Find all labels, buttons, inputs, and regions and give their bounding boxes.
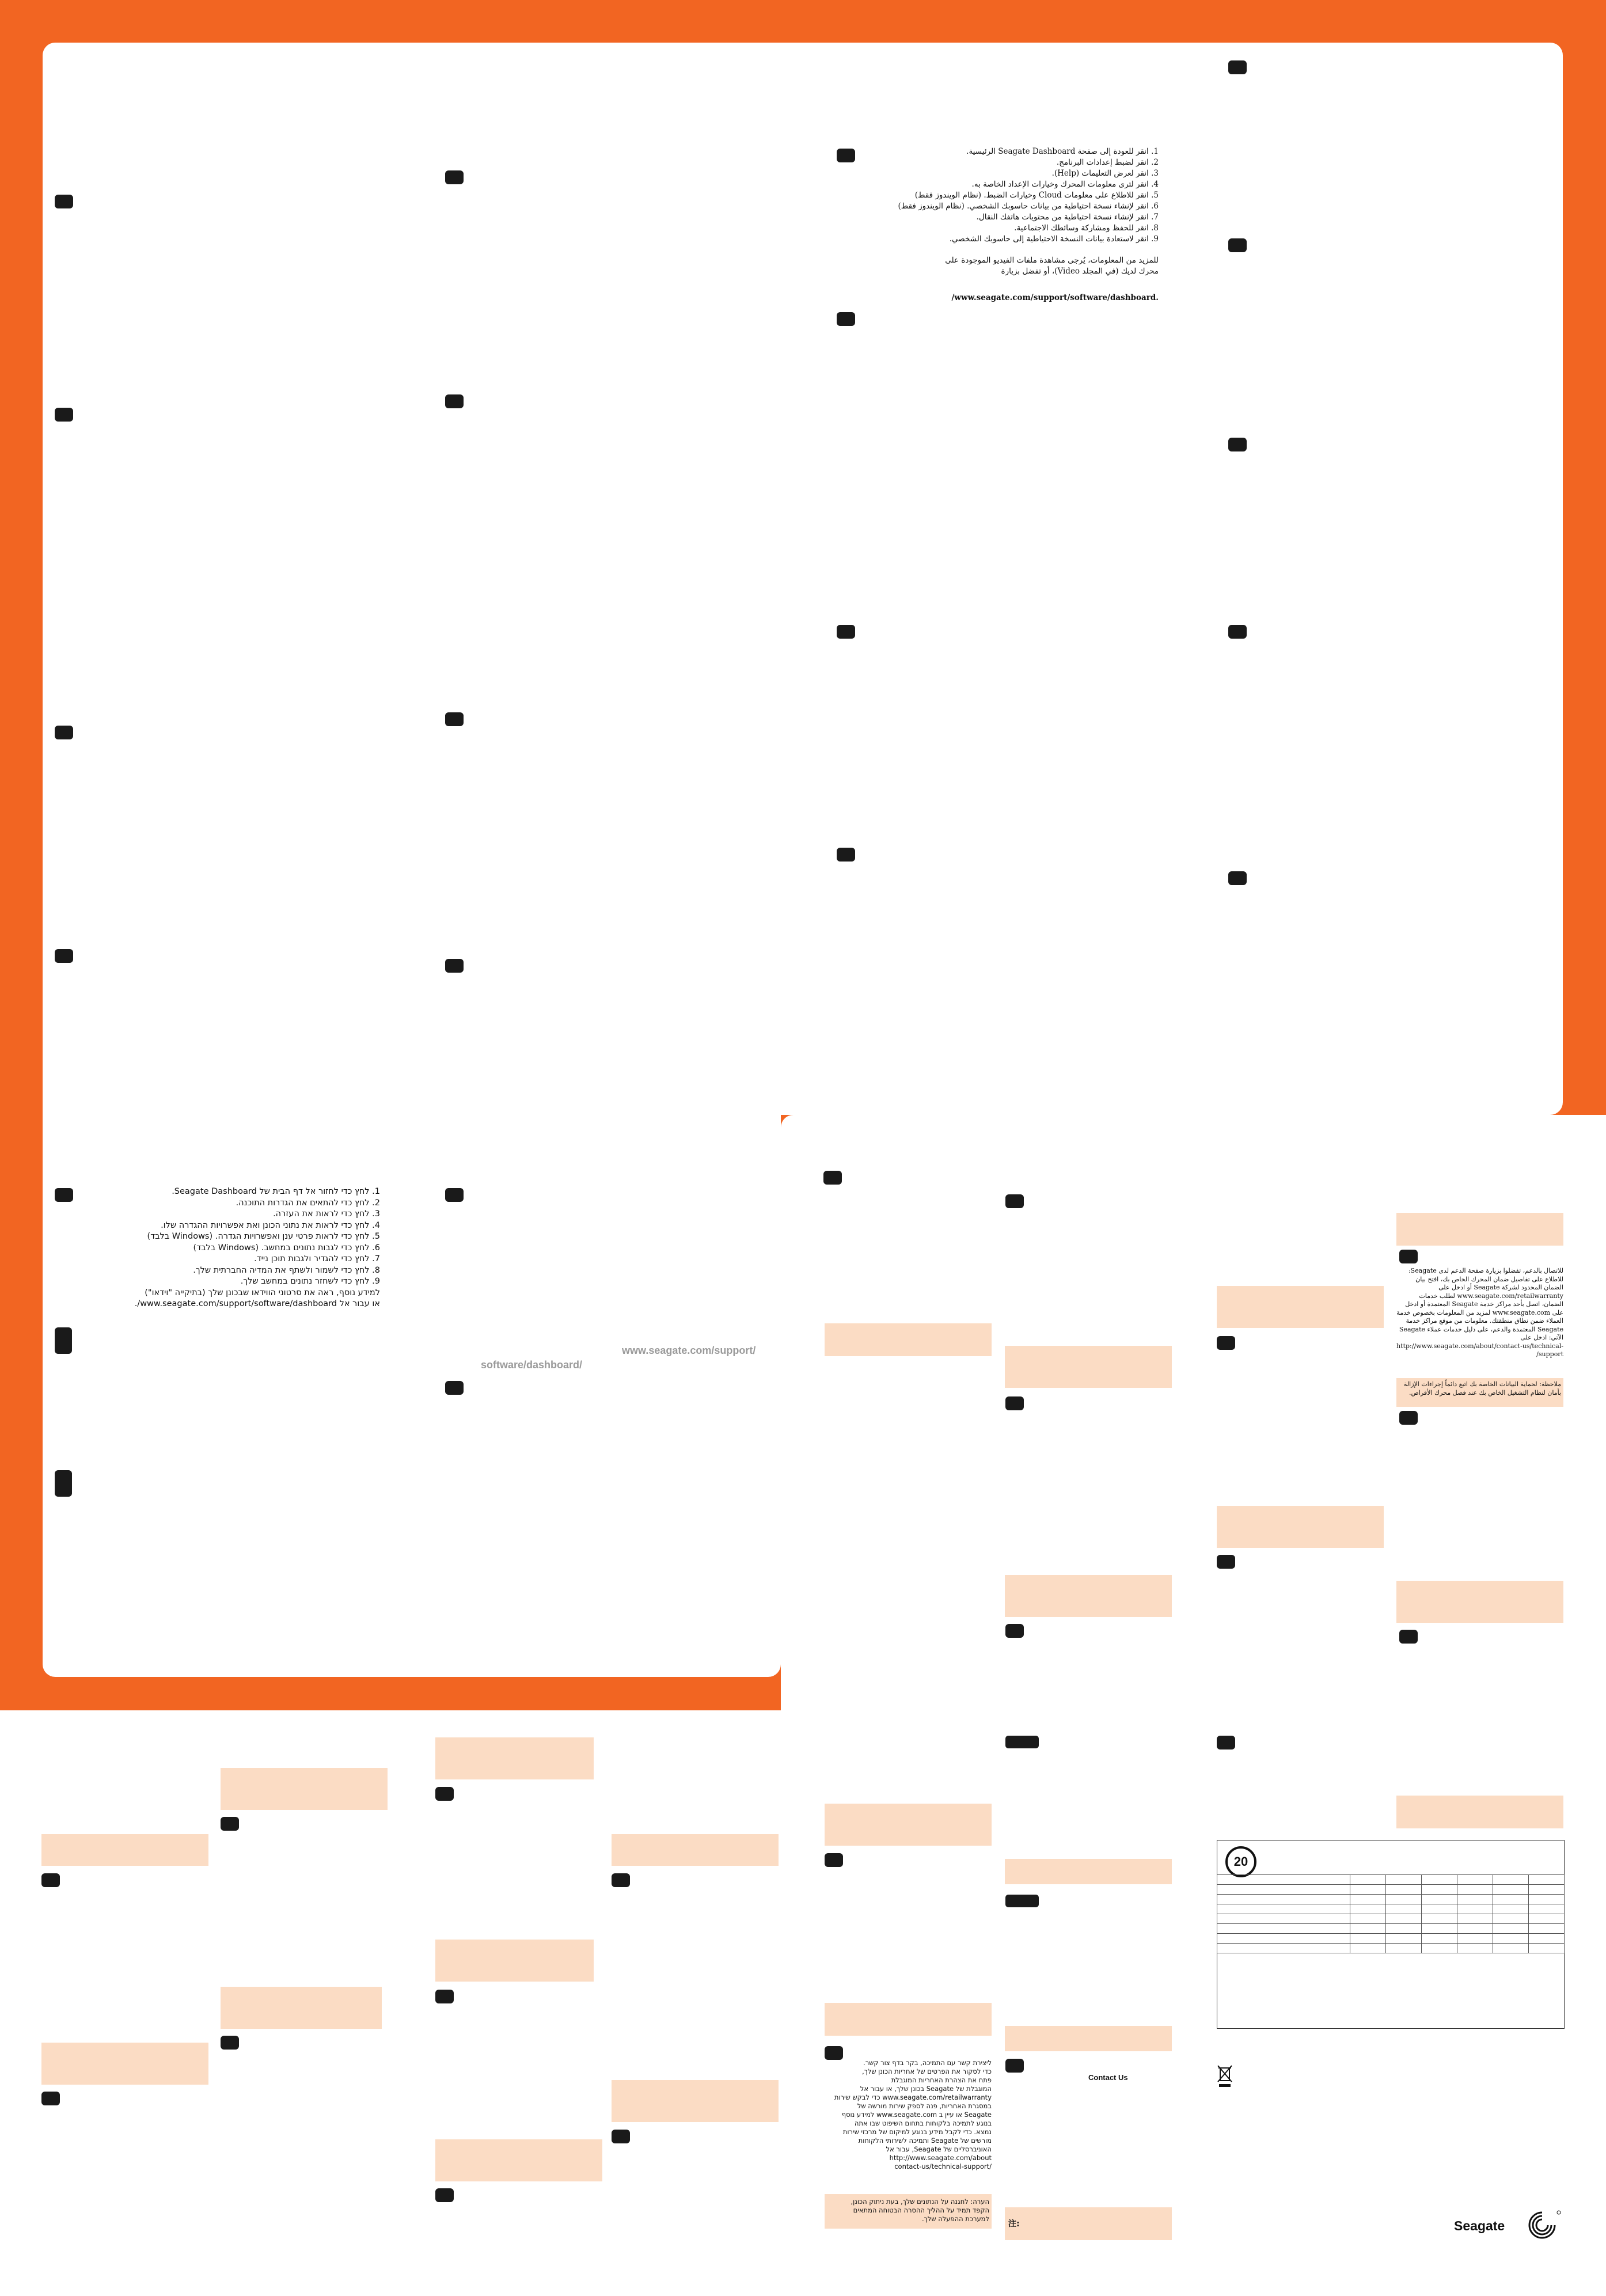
section-badge <box>445 394 464 408</box>
contact-us-label: Contact Us <box>1088 2073 1128 2082</box>
section-badge <box>1005 1736 1039 1748</box>
header-bar <box>1217 1506 1384 1548</box>
section-badge <box>435 1787 454 1801</box>
header-bar <box>612 2080 779 2122</box>
section-badge <box>1217 1336 1235 1350</box>
section-badge <box>445 959 464 973</box>
hebrew-note <box>825 2194 992 2229</box>
section-badge <box>1228 625 1247 639</box>
section-badge <box>55 1327 72 1354</box>
arabic-note-text: ملاحظة: لحماية البيانات الخاصة بك اتبع دائماً إجراءات الإزالة بأمان لنظام التشغيل الخاص بك عند فصل محرك الأقراص. <box>1403 1380 1561 1396</box>
hebrew-steps-list <box>109 1186 380 1288</box>
section-badge <box>41 1873 60 1887</box>
list-item: 2. לחץ כדי להתאים את הגדרות התוכנה. <box>236 1198 380 1208</box>
header-bar <box>1217 1286 1384 1328</box>
header-bar <box>825 1323 992 1356</box>
seagate-logo <box>1454 2206 1569 2240</box>
list-item: 5. انقر للاطلاع على معلومات Cloud وخيارات الضبط. (نظام الويندوز فقط) <box>914 191 1159 200</box>
list-item: 5. לחץ כדי לראות פרטי ענן ואפשרויות הגדרה. (Windows בלבד) <box>147 1232 380 1241</box>
rohs-table <box>1217 1874 1565 1953</box>
header-bar <box>435 2139 602 2181</box>
section-badge <box>221 1817 239 1831</box>
list-item: 7. انقر لإنشاء نسخة احتياطية من محتويات هاتفك النقال. <box>976 212 1159 222</box>
section-badge <box>837 625 855 639</box>
header-bar <box>1396 1796 1563 1828</box>
section-badge <box>837 848 855 862</box>
weee-bin-icon <box>1217 2064 1233 2088</box>
hebrew-support-text: ליצירת קשר עם התמיכה, בקר בדף צור קשר. כדי לסקור את הפרטים של אחריות הכונן שלך, פתח את הצהרת האחריות המוגבלת המוגבלת של Seagate בכונן שלך, או עבור אל www.seagate.com/retailwarranty כדי לבקש שירות במסגרת האחריות, פנה לספק שירות מורשה של Seagate או עיין ב www.seagate.com למידע נוסף בנוגע לתמיכה בלקוחות בתחום השיפוט שבו אתה נמצא. כדי לקבל מידע בנוגע למיקום של מרכזי שירות מורשים של Seagate ותמיכה לשירותי הלקוחות האוניברסליים של Seagate, עבור אל http://www.seagate.com/about /contact-us/technical-support <box>834 2059 992 2170</box>
arabic-url: .www.seagate.com/support/software/dashboard/ <box>951 293 1159 302</box>
section-badge <box>445 170 464 184</box>
hebrew-more-info: למידע נוסף, ראה את סרטוני הווידאו שבכונן שלך (בתיקייה "וידאו") <box>145 1288 380 1297</box>
section-badge <box>825 1853 843 1867</box>
section-badge <box>221 2036 239 2050</box>
section-badge <box>1005 2059 1024 2073</box>
header-bar <box>1005 1859 1172 1884</box>
header-bar <box>1005 1346 1172 1388</box>
rohs-logo-number: 20 <box>1233 1854 1248 1869</box>
section-badge <box>1005 1396 1024 1410</box>
section-badge <box>55 195 73 208</box>
section-badge <box>1005 1624 1024 1638</box>
panel-left <box>43 1037 781 1677</box>
section-badge <box>435 2188 454 2202</box>
list-item: 4. انقر لترى معلومات المحرك وخيارات الإعداد الخاصة به. <box>971 180 1159 189</box>
cjk-note-bar <box>1005 2207 1172 2240</box>
arabic-steps-list <box>881 146 1159 245</box>
section-badge <box>55 1188 73 1202</box>
list-item: 9. انقر لاستعادة بيانات النسخة الاحتياطية إلى حاسوبك الشخصي. <box>949 234 1159 244</box>
panel-corner <box>781 1115 1606 1149</box>
arabic-support-text: للاتصال بالدعم، تفضلوا بزيارة صفحة الدعم لدى Seagate: للاطلاع على تفاصيل ضمان المحرك الخاص بك، افتح بيان الضمان المحدود لشركة Seagate أو ادخل على www.seagate.com/retailwarranty لطلب خدمات الضمان، اتصل بأحد مراكز خدمة Seagate المعتمدة أو ادخل على www.seagate.com لمزيد من المعلومات بخصوص خدمة العملاء ضمن نطاق منطقتك. معلومات من موقع مراكز خدمة Seagate المعتمدة والدعم، على دليل خدمات عملاء Seagate الآتي: ادخل على http://www.seagate.com/about/contact-us/technical-support/ <box>1396 1267 1563 1358</box>
section-badge <box>1005 1895 1039 1907</box>
section-badge <box>1399 1411 1418 1425</box>
section-badge <box>41 2092 60 2105</box>
list-item: 1. לחץ כדי לחזור אל דף הבית של Seagate Dashboard. <box>172 1187 380 1196</box>
section-badge <box>445 712 464 726</box>
header-bar <box>435 1940 594 1982</box>
list-item: 4. לחץ כדי לראות את נתוני הכונן ואת אפשרויות ההגדרה שלו. <box>161 1220 380 1230</box>
seagate-swirl-icon <box>1522 2209 1562 2241</box>
header-bar <box>1005 2026 1172 2051</box>
section-badge <box>435 1990 454 2003</box>
section-badge <box>612 2130 630 2143</box>
section-badge <box>55 1470 72 1497</box>
panel-bottom <box>0 1710 806 2296</box>
seagate-logo-text: Seagate <box>1454 2218 1505 2233</box>
section-badge <box>445 1381 464 1395</box>
header-bar <box>1396 1581 1563 1623</box>
header-bar <box>1005 1575 1172 1617</box>
header-bar <box>612 1834 779 1866</box>
section-badge <box>837 312 855 326</box>
section-badge <box>825 2046 843 2060</box>
arabic-more-info: للمزيد من المعلومات، يُرجى مشاهدة ملفات الفيديو الموجودة على محرك لديك (في المجلد Video)، أو تفضل بزيارة <box>945 256 1159 276</box>
list-item: 8. انقر للحفظ ومشاركة وسائطك الاجتماعية. <box>1014 223 1159 233</box>
header-bar <box>221 1987 382 2029</box>
section-badge <box>55 949 73 963</box>
section-badge <box>837 149 855 162</box>
section-badge <box>1228 438 1247 451</box>
section-badge <box>1399 1250 1418 1263</box>
header-bar <box>1396 1213 1563 1246</box>
list-item: 1. انقر للعودة إلى صفحة Seagate Dashboard الرئيسية. <box>966 147 1159 156</box>
list-item: 7. לחץ כדי להגדיר ולגבות תוכן נייד. <box>254 1254 380 1263</box>
header-bar <box>825 2003 992 2036</box>
header-bar <box>435 1737 594 1779</box>
hebrew-note-text: הערה: לחגנה על הנתונים שלך, בעת ניתוק הכונן, הקפד תמיד על ההליך ההסרה הבטוחה המתאים למערכת ההפעלה שלך. <box>851 2198 989 2223</box>
cjk-note-label: 注: <box>1008 2219 1020 2229</box>
header-bar <box>825 1804 992 1846</box>
list-item: 8. לחץ כדי לשמור ולשתף את המדיה החברתית שלך. <box>193 1265 380 1275</box>
support-url-line2: software/dashboard/ <box>481 1359 583 1371</box>
section-badge <box>55 408 73 422</box>
hebrew-url: או עבור אל www.seagate.com/support/software/dashboard/. <box>134 1299 380 1308</box>
section-badge <box>1217 1736 1235 1749</box>
section-badge <box>1228 871 1247 885</box>
section-badge <box>823 1171 842 1185</box>
section-badge <box>1228 238 1247 252</box>
list-item: 2. انقر لضبط إعدادات البرنامج. <box>1056 158 1159 167</box>
section-badge <box>612 1873 630 1887</box>
rohs-logo-icon <box>1225 1846 1256 1877</box>
section-badge <box>1228 60 1247 74</box>
list-item: 3. انقر لعرض التعليمات (Help). <box>1051 169 1159 178</box>
header-bar <box>221 1768 388 1810</box>
list-item: 6. לחץ כדי לגבות נתונים במחשב. (Windows בלבד) <box>193 1243 380 1253</box>
arabic-note <box>1396 1378 1563 1407</box>
section-badge <box>445 1188 464 1202</box>
support-url-line1: www.seagate.com/support/ <box>622 1345 756 1356</box>
list-item: 6. انقر لإنشاء نسخة احتياطية من بيانات حاسوبك الشخصي. (نظام الويندوز فقط) <box>898 202 1159 211</box>
section-badge <box>1399 1630 1418 1644</box>
section-badge <box>1005 1194 1024 1208</box>
list-item: 9. לחץ כדי לשחזר נתונים במחשב שלך. <box>240 1277 380 1286</box>
section-badge <box>55 726 73 739</box>
section-badge <box>1217 1555 1235 1569</box>
list-item: 3. לחץ כדי לראות את העזרה. <box>273 1209 380 1219</box>
header-bar <box>41 2043 208 2085</box>
header-bar <box>41 1834 208 1866</box>
panel-top <box>43 43 1563 1115</box>
